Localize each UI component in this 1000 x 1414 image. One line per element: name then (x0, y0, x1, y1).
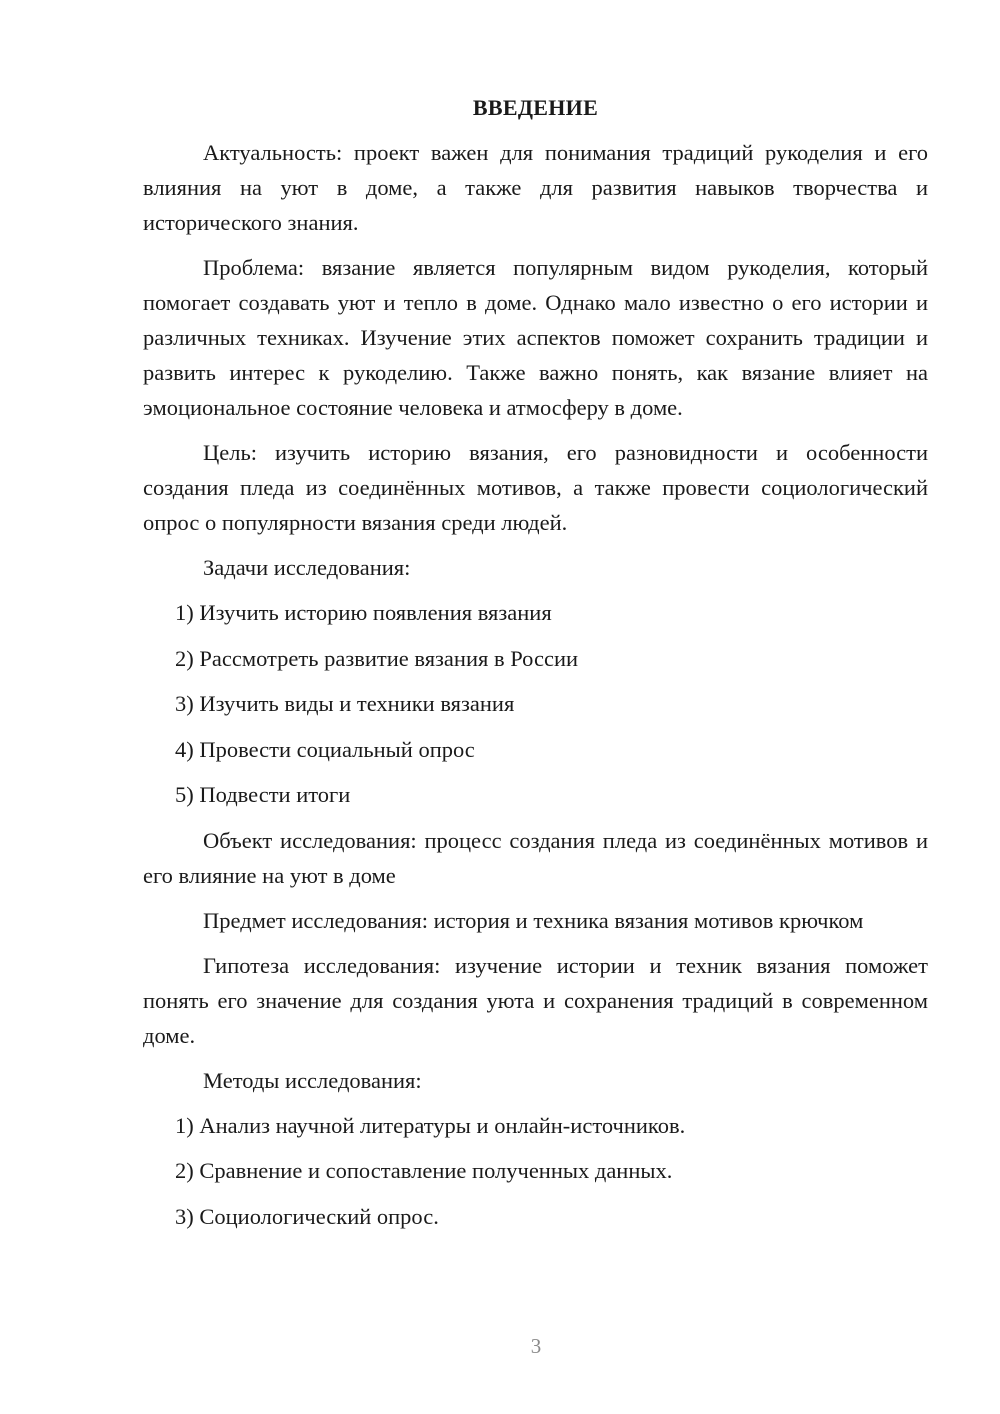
tasks-list (143, 595, 928, 812)
object-paragraph: Объект исследования: процесс создания пледа из соединённых мотивов и его влияние на уют в доме (143, 827, 928, 888)
method-item: 1) Анализ научной литературы и онлайн-источников. (175, 1112, 686, 1138)
methods-list (143, 1108, 928, 1234)
tasks-heading: Задачи исследования: (203, 555, 411, 580)
task-item: 3) Изучить виды и техники вязания (175, 691, 515, 716)
goal-paragraph: Цель: изучить историю вязания, его разновидности и особенности создания пледа из соединённых мотивов, а также провести социологический опрос о популярности вязания среди людей. (143, 440, 928, 535)
section-title: ВВЕДЕНИЕ (472, 95, 599, 120)
relevance-paragraph: Актуальность: проект важен для понимания традиций рукоделия и его влияния на уют в доме, а также для развития навыков творчества и исторического знания. (143, 140, 928, 235)
task-item: 1) Изучить историю появления вязания (175, 600, 552, 625)
subject-paragraph: Предмет исследования: история и техника вязания мотивов крючком (203, 907, 864, 933)
task-item: 5) Подвести итоги (175, 782, 351, 807)
problem-paragraph: Проблема: вязание является популярным видом рукоделия, который помогает создавать уют и тепло в доме. Однако мало известно о его истории и различных техниках. Изучение этих аспектов поможет сохранить традиции и развить интерес к рукоделию. Также важно понять, как вязание влияет на эмоциональное состояние человека и атмосферу в доме. (143, 255, 928, 420)
method-item: 2) Сравнение и сопоставление полученных данных. (175, 1158, 673, 1183)
method-item: 3) Социологический опрос. (175, 1203, 439, 1229)
task-item: 4) Провести социальный опрос (175, 736, 475, 762)
methods-heading: Методы исследования: (203, 1067, 422, 1093)
page-content (143, 90, 928, 1244)
task-item: 2) Рассмотреть развитие вязания в России (175, 645, 579, 671)
page-number: 3 (530, 1334, 542, 1358)
hypothesis-paragraph: Гипотеза исследования: изучение истории и техник вязания поможет понять его значение для создания уюта и сохранения традиций в современном доме. (143, 952, 928, 1048)
